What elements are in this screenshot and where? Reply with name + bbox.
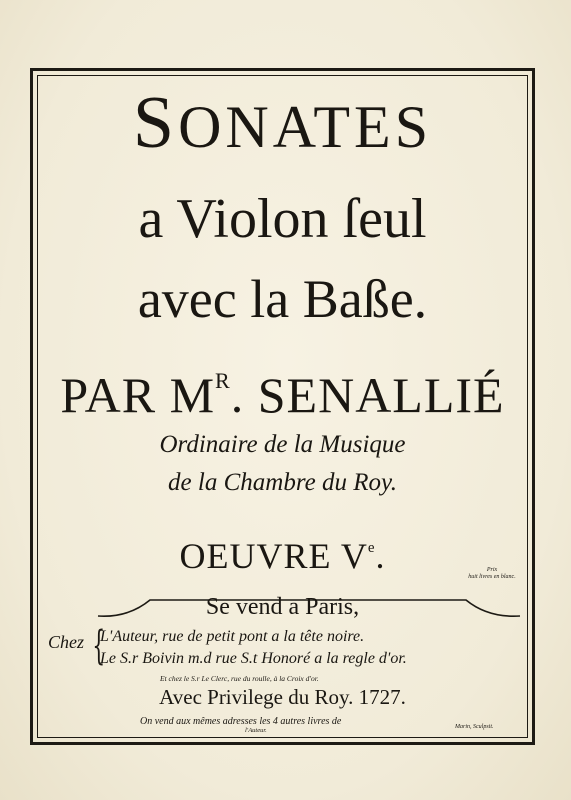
sale-line: Se vend a Paris,: [205, 594, 360, 620]
chez-label: Chez: [48, 632, 84, 652]
address-2: Le S.r Boivin m.d rue S.t Honoré a la regle d'or.: [100, 650, 407, 667]
footnote-line-1: On vend aux mêmes adresses les 4 autres livres de: [140, 716, 342, 727]
title-line-1: SONATES: [132, 82, 433, 164]
title-line-2: a Violon ſeul: [138, 188, 427, 250]
office-line-2: de la Chambre du Roy.: [168, 469, 397, 496]
engraver-credit: Marin, Sculpsit.: [455, 724, 494, 730]
title-line-3: avec la Baße.: [137, 269, 428, 329]
price-note: Prix huit livres en blanc.: [468, 567, 516, 580]
footnote-line-2: l'Auteur.: [245, 727, 267, 734]
privilege-line: Avec Privilege du Roy. 1727.: [159, 685, 406, 709]
address-3: Et chez le S.r Le Clerc, rue du roulle, à la Croix d'or.: [160, 674, 319, 683]
office-line-1: Ordinaire de la Musique: [159, 431, 406, 458]
author-line: PAR $M^R$. SENALLIE: [60, 367, 505, 423]
brace-ornament: {: [92, 623, 106, 669]
address-1: L'Auteur, rue de petit pont a la tête noire.: [100, 628, 365, 645]
opus-line: OEUVRE Ve.: [179, 536, 386, 576]
